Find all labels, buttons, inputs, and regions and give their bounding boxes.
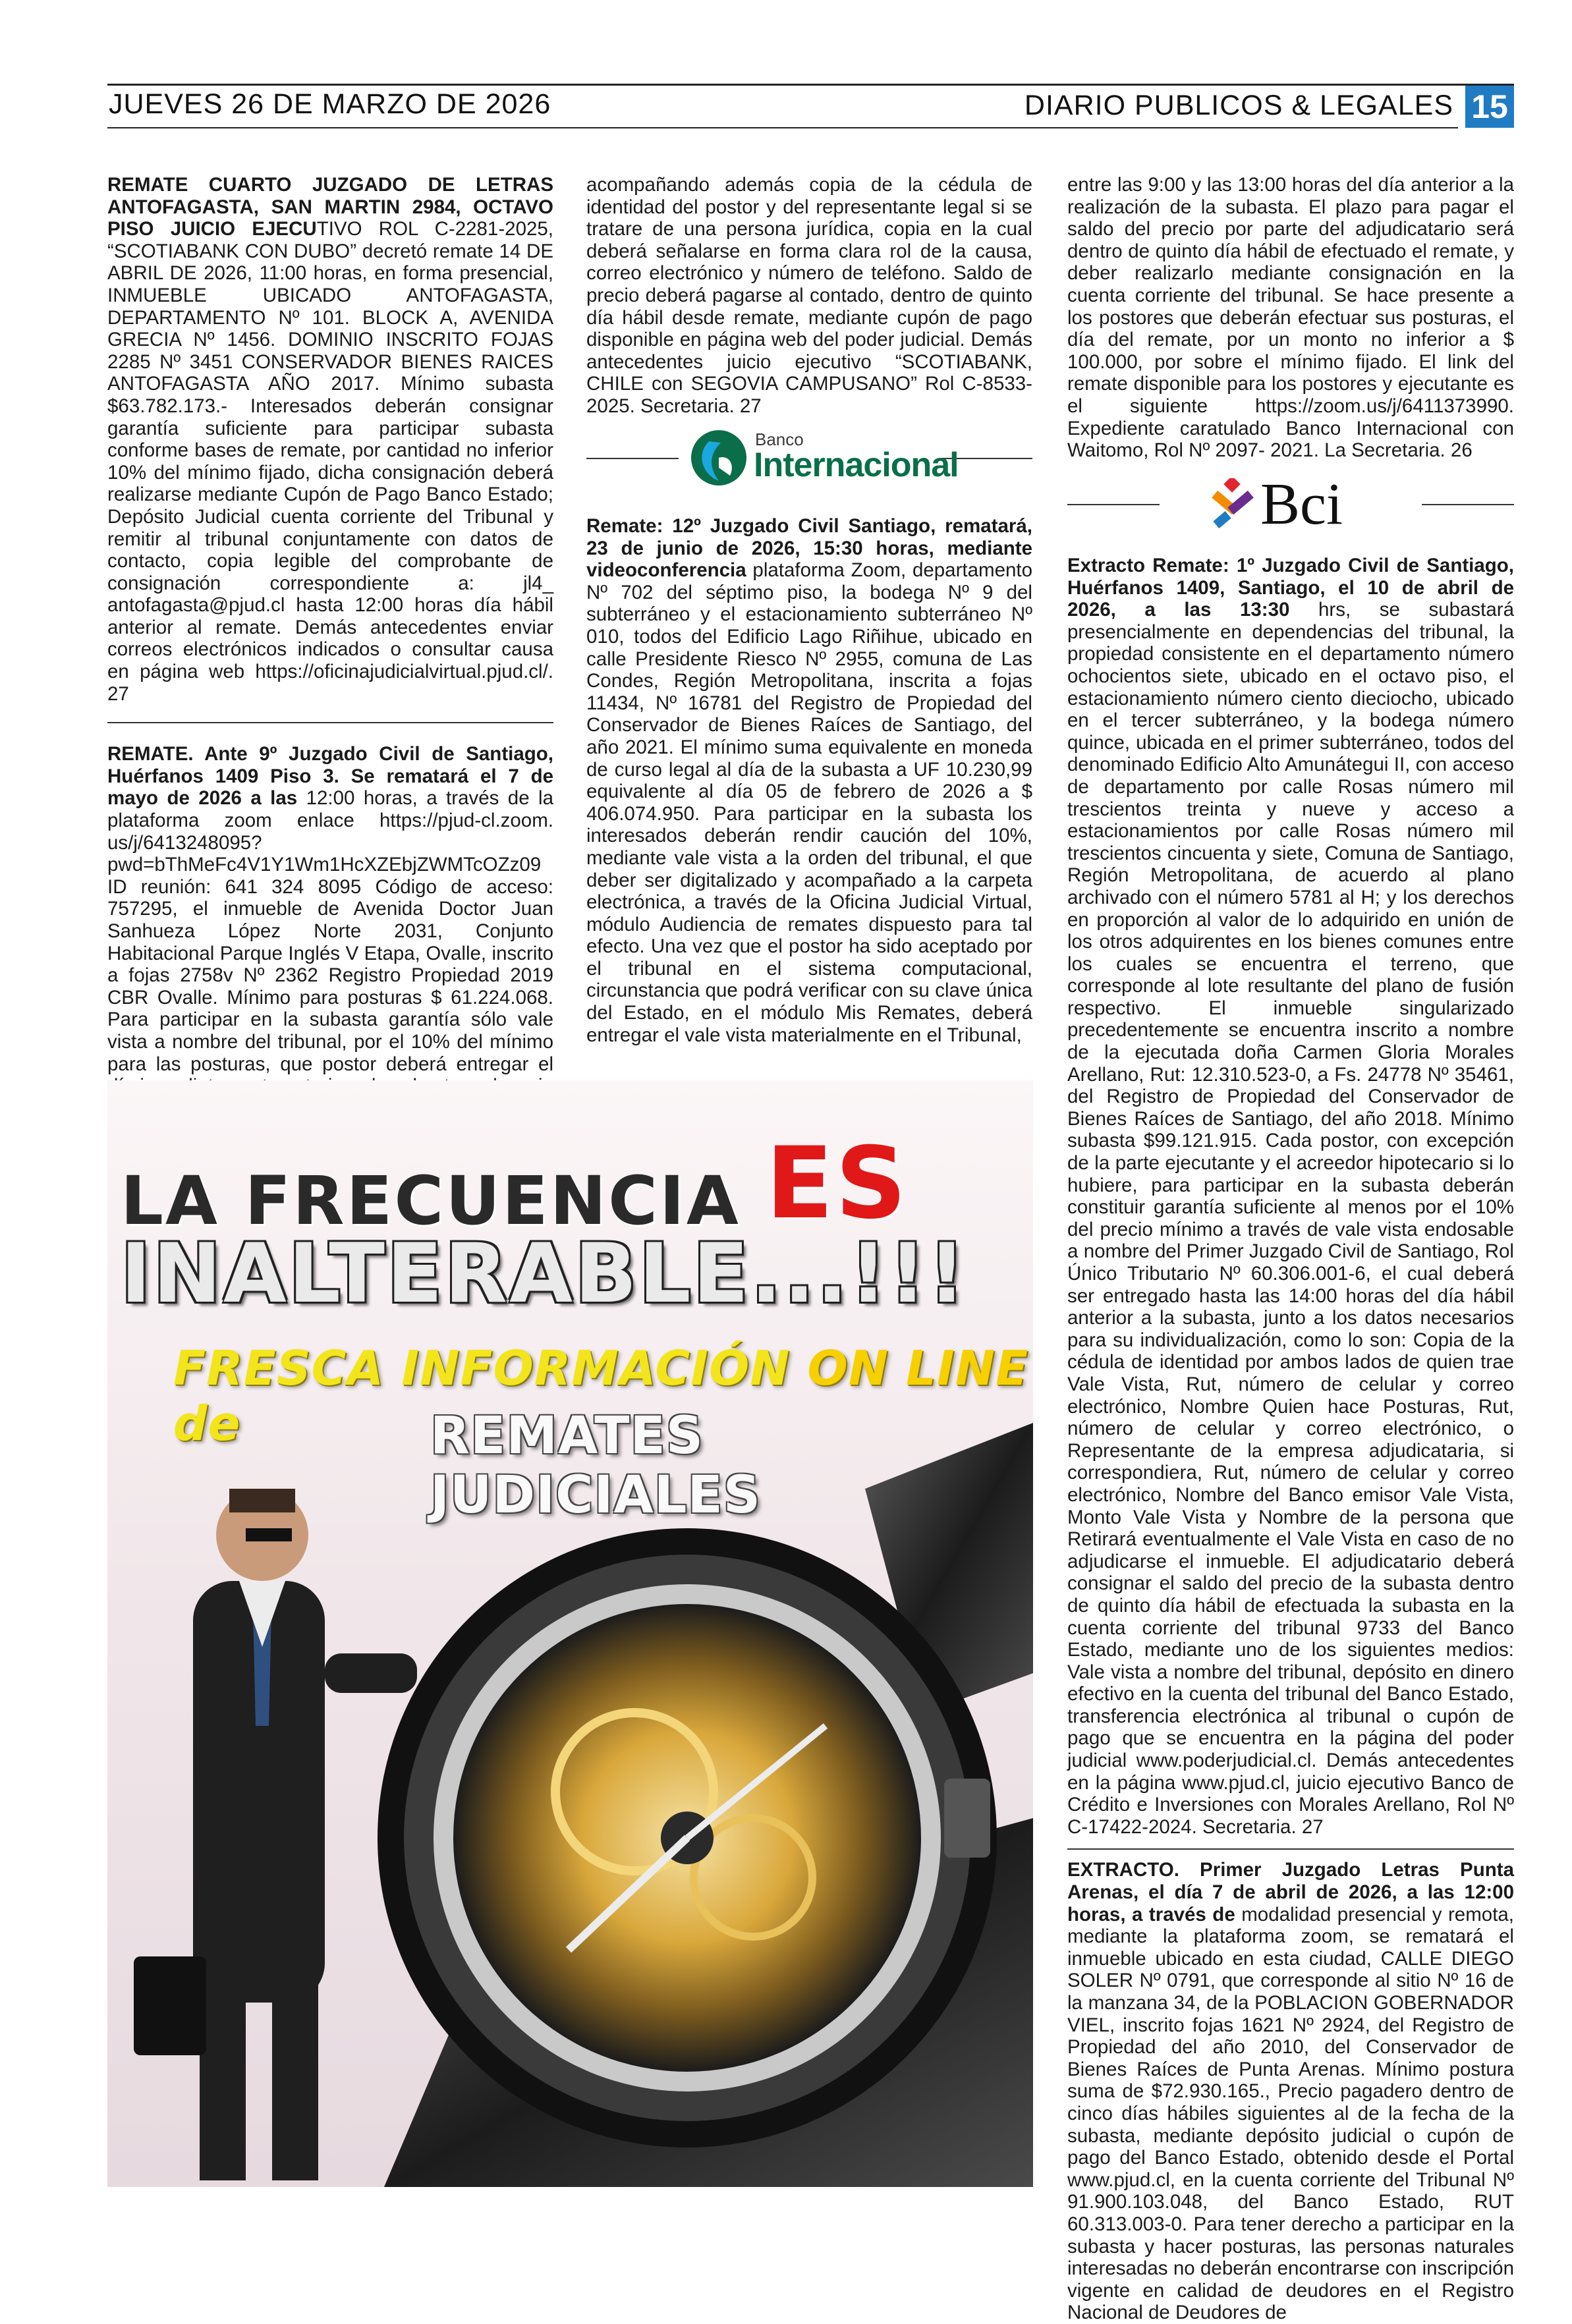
notice-heading: Remate: 12º Juzgado Civil Santiago, rematará, 23 de junio de 2026, 15:30 horas, mediante videoconferencia — [586, 515, 1032, 582]
ad-title-line2: INALTERABLE...!!! — [121, 1227, 968, 1321]
logo-rule-left — [586, 458, 679, 459]
notice-body: plataforma Zoom, departamento Nº 702 del séptimo piso, la bodega Nº 9 del subterráneo y el estacionamiento subterráneo Nº 010, todos del Edificio Lago Riñihue, ubicado en calle Presidente Riesco Nº 2955, comuna de Las Condes, Región Metropolitana, inscrita a fojas 11434, Nº 16781 del Registro de Propiedad del Conservador de Bienes Raíces de Santiago, del año 2021. El mínimo suma equivalente en moneda de curso legal al día de la subasta a UF 10.230,99 equivalente al día 05 de febrero de 2026 a $ 406.074.950. Para participar en la subasta los interesados deberán rendir caución del 10%, mediante vale vista a la orden del tribunal, el que deber ser digitalizado y acompañado a la carpeta electrónica, a través de la Oficina Judicial Virtual, módulo Audiencia de remates dispuesto para tal efecto. Una vez que el postor ha sido aceptado por el tribunal en el sistema computacional, circunstancia que podrá verificar con su clave única del Estado, en el módulo Mis Remates, deberá entregar el vale vista materialmente en el Tribunal, — [586, 559, 1032, 1046]
notice-heading: REMATE. Ante 9º Juzgado Civil de Santiago, Huérfanos 1409 Piso 3. Se rematará el 7 de mayo de 2026 a las — [107, 743, 553, 810]
notice-body: TIVO ROL C-2281-2025, “SCOTIABANK CON DUBO” decretó remate 14 DE ABRIL DE 2026, 11:00 horas, en forma presencial, INMUEBLE UBICADO ANTOFAGASTA, DEPARTAMENTO Nº 101. BLOCK A, AVENIDA GRECIA Nº 1456. DOMINIO INSCRITO FOJAS 2285 Nº 3451 CONSERVADOR BIENES RAICES ANTOFAGASTA AÑO 2017. Mínimo subasta $63.782.173.- Interesados deberán consignar garantía suficiente para participar subasta conforme bases de remate, por cantidad no inferior 10% del mínimo fijado, dicha consignación deberá realizarse mediante Cupón de Pago Banco Estado; Depósito Judicial cuenta corriente del Tribunal y remitir al tribunal conjuntamente con datos de contacto, copia legible del comprobante de consignación correspondiente a: jl4_ antofagasta@pjud.cl hasta 12:00 horas día hábil anterior al remate. Demás antecedentes enviar correos electrónicos indicados o consultar causa en página web https://oficinajudicialvirtual.pjud.cl/. 27 — [107, 218, 553, 705]
notice-heading: REMATE CUARTO JUZGADO DE LETRAS ANTOFAGASTA, SAN MARTIN 2984, OCTAVO PISO JUICIO EJECU — [107, 174, 553, 240]
bci-wordmark: Bci — [1260, 472, 1343, 537]
column-3 — [1067, 174, 1514, 462]
notice-heading: EXTRACTO. Primer Juzgado Letras Punta Arenas, el día 7 de abril de 2026, a las 12:00 horas, a través de — [1067, 1859, 1514, 1925]
notice-divider — [1067, 1848, 1514, 1850]
notice-heading: Extracto Remate: 1º Juzgado Civil de Santiago, Huérfanos 1409, Santiago, el 10 de abril de 2026, a las 13:30 — [1067, 555, 1514, 621]
notice-body: modalidad presencial y remota, mediante la plataforma zoom, se rematará el inmueble ubicado en esta ciudad, CALLE DIEGO SOLER Nº 0791, que corresponde al sitio Nº 16 de la manzana 34, de la POBLACION GOBERNADOR VIEL, inscrito fojas 1621 Nº 2924, del Registro de Propiedad del año 2010, del Conservador de Bienes Raíces de Punta Arenas. Mínimo postura suma de $72.930.165., Precio pagadero dentro de cinco días hábiles siguientes al de la fecha de la subasta, mediante depósito judicial o cupón de pago del Banco Estado, obtenido desde el Portal www.pjud.cl, en la cuenta corriente del Tribunal Nº 91.900.103.048, del Banco Estado, RUT 60.313.003-0. Para tener derecho a participar en la subasta y hacer posturas, las personas naturales interesadas no deberán encontrarse con inscripción vigente en calidad de deudores en el Registro Nacional de Deudores de — [1067, 1903, 1514, 2324]
ad-subtitle-line2: REMATES JUDICIALES — [430, 1406, 761, 1525]
ad-sub-text-end: de — [173, 1396, 241, 1451]
column-2-lower — [586, 515, 1032, 1046]
notice-antofagasta — [107, 174, 553, 705]
column-2 — [586, 174, 1032, 418]
advertisement-banner — [107, 1080, 1033, 2187]
bci-logo — [1209, 473, 1374, 536]
notice-divider — [107, 722, 553, 723]
ad-sub-text: FRESCA INFORMACIÓN — [173, 1341, 791, 1396]
notice-alto-amunategui — [1067, 555, 1514, 1838]
ad-title-text: LA FRECUENCIA — [121, 1162, 741, 1240]
column-3-lower — [1067, 555, 1514, 2324]
notice-santiago-cont: acompañando además copia de la cédula de identidad del postor y del representante legal si se tratare de una persona jurídica, copia en la cual deberá señalarse en forma clara rol de la causa, correo electrónico y número de teléfono. Saldo de precio deberá pagarse al contado, dentro de quinto día hábil desde remate, mediante cupón de pago disponible en página web del poder judicial. Demás antecedentes juicio ejecutivo “SCOTIABANK, CHILE con SEGOVIA CAMPUSANO” Rol C-8533-2025. Secretaria. 27 — [586, 174, 1032, 417]
logo-rule-left — [1067, 504, 1160, 505]
ad-sub-highlight: ON LINE — [807, 1341, 1029, 1396]
notice-body: hrs, se subastará presencialmente en dependencias del tribunal, la propiedad consistente en el departamento número ochocientos siete, ubicado en el octavo piso, el estacionamiento número ciento dieciocho, ubicado en el tercer subterráneo, y la bodega número quince, ubicada en el primer subterráneo, todos del denominado Edificio Alto Amunátegui II, con acceso de departamento por calle Rosas número mil trescientos treinta y nueve y acceso a estacionamientos por calle Rosas número mil trescientos cincuenta y siete, Comuna de Santiago, Región Metropolitana, de acuerdo al plano archivado con el número 5781 al H; y los derechos en proporción al valor de lo adquirido en unión de los otros adquirentes en los bienes comunes entre los cuales se encuentra el terreno, que corresponde al lote resultante del plano de fusión respectivo. El inmueble singularizado precedentemente se encuentra inscrito a nombre de la ejecutada doña Carmen Gloria Morales Arellano, Rut: 12.310.523-0, a Fs. 24778 Nº 35461, del Registro de Propiedad del Conservador de Bienes Raíces de Santiago, del año 2018. Mínimo subasta $99.121.915. Cada postor, con excepción de la parte ejecutante y el acreedor hipotecario si lo hubiere, para participar en la subasta deberán constituir garantía suficiente al menos por el 10% del precio mínimo a través de vale vista endosable a nombre del Primer Juzgado Civil de Santiago, Rol Único Tributario Nº 60.306.001-6, el cual deberá ser entregado hasta las 14:00 horas del día hábil anterior a la subasta, junto a los datos necesarios para su individualización, como lo son: Copia de la cédula de identidad por ambos lados de quien trae Vale Vista, Rut, número de celular y correo electrónico, Nombre Quien hace Posturas, Rut, número de celular y correo electrónico, o Representante de la empresa adjudicataria, si correspondiera, Rut, número de celular y correo electrónico, Nombre del Banco emisor Vale Vista, Monto Vale Vista y Nombre de la persona que Retirará eventualmente el Vale Vista en caso de no adjudicarse el inmueble. El adjudicatario deberá consignar el saldo del precio de la subasta dentro de quinto día hábil de efectuada la subasta en la cuenta corriente del tribunal 9733 del Banco Estado, mediante uno de los siguientes medios: Vale vista a nombre del tribunal, depósito en dinero efectivo en la cuenta del tribunal del Banco Estado, transferencia electrónica al tribunal o cupón de pago que se encuentra en la página del poder judicial www.poderjudicial.cl. Demás antecedentes en la página www.pjud.cl, juicio ejecutivo Banco de Crédito e Inversiones con Morales Arellano, Rol Nº C-17422-2024. Secretaria. 27 — [1067, 599, 1514, 1838]
page-header — [107, 86, 1514, 125]
banco-internacional-logo-row — [586, 422, 1032, 494]
bci-logo-row — [1067, 468, 1514, 540]
header-publication: DIARIO PUBLICOS & LEGALES — [1024, 90, 1453, 121]
column-1 — [107, 174, 553, 1119]
bci-mark-icon — [1209, 478, 1256, 531]
page-number-badge: 15 — [1465, 86, 1514, 128]
logo-rule-right — [1422, 504, 1514, 505]
notice-las-condes — [586, 515, 1032, 1046]
banco-internacional-logo — [689, 426, 959, 490]
header-bottom-rule — [107, 127, 1458, 128]
banco-internacional-globe-icon — [689, 428, 748, 487]
banco-small-label: Banco — [755, 429, 804, 449]
notice-banco-internacional-cont: entre las 9:00 y las 13:00 horas del día anterior a la realización de la subasta. El plazo para pagar el saldo del precio por parte del adjudicatario será dentro de quinto día hábil de efectuado el remate, y deber realizarlo mediante consignación en la cuenta corriente del tribunal. Se hace presente a los postores que deberán efectuar sus posturas, el día del remate, por un monto no inferior a $ 100.000, por sobre el mínimo fijado. El link del remate disponible para los postores y ejecutante es el siguiente https://zoom.us/j/6411373990. Expediente caratulado Banco Internacional con Waitomo, Rol Nº 2097- 2021. La Secretaria. 26 — [1067, 174, 1514, 462]
notice-body: 12:00 horas, a través de la plataforma zoom enlace https://pjud-cl.zoom. us/j/6413248095?pwd=bThMeFc4V1Y1Wm1HcXZEbjZWMTcOZz09 ID reunión: 641 324 8095 Código de acceso: 757295, el inmueble de Avenida Doctor Juan Sanhueza López Norte 2031, Conjunto Habitacional Parque Inglés V Etapa, Ovalle, inscrito a fojas 2758v Nº 2362 Registro Propiedad 2019 CBR Ovalle. Mínimo para posturas $ 61.224.068. Para participar en la subasta garantía sólo vale vista a nombre del tribunal, por el 10% del mínimo para las posturas, que postor deberá entregar el — [107, 787, 553, 1075]
banco-big-label: Internacional — [754, 446, 959, 484]
notice-ovalle — [107, 743, 553, 1119]
header-date: JUEVES 26 DE MARZO DE 2026 — [109, 88, 551, 120]
ad-title-es: ES — [766, 1126, 909, 1241]
notice-punta-arenas — [1067, 1859, 1514, 2323]
